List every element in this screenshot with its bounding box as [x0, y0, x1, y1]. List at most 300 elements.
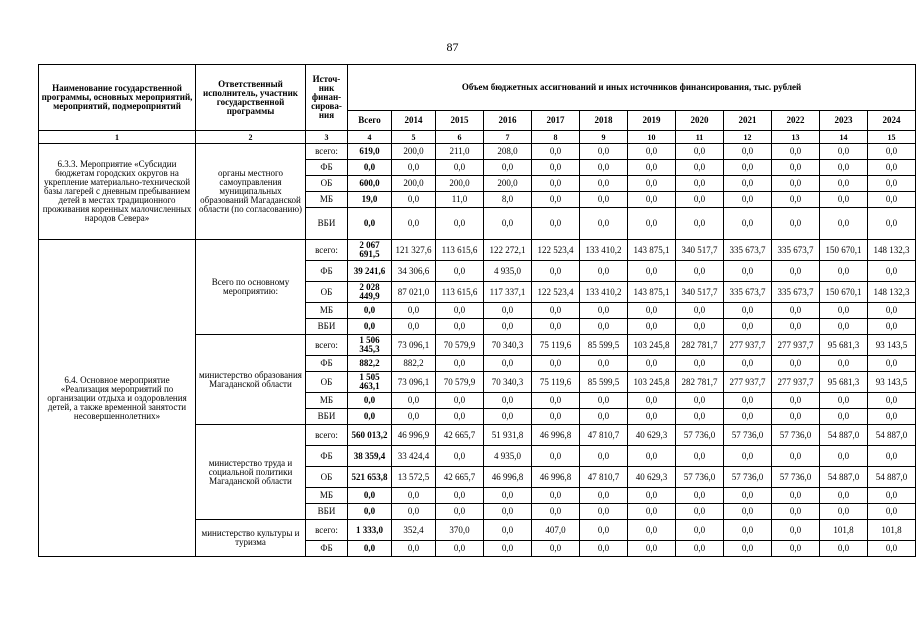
budget-table	[38, 64, 916, 557]
year-value: 0,0	[580, 393, 628, 409]
year-value: 0,0	[868, 319, 916, 335]
total-value: 19,0	[348, 192, 392, 208]
executor-name: министерство образования Магаданской области	[196, 335, 306, 425]
year-value: 85 599,5	[580, 372, 628, 393]
year-value: 200,0	[436, 176, 484, 192]
column-number-row	[39, 131, 916, 144]
year-value: 0,0	[484, 303, 532, 319]
funding-source: ВБИ	[306, 504, 348, 520]
year-value: 0,0	[580, 520, 628, 541]
year-value: 0,0	[868, 488, 916, 504]
total-value: 39 241,6	[348, 261, 392, 282]
column-number: 9	[580, 131, 628, 144]
year-value: 33 424,4	[392, 446, 436, 467]
header-year: 2020	[676, 111, 724, 131]
year-value: 0,0	[868, 208, 916, 240]
year-value: 0,0	[820, 356, 868, 372]
year-value: 0,0	[392, 409, 436, 425]
year-value: 0,0	[532, 208, 580, 240]
executor-name: Всего по основному мероприятию:	[196, 240, 306, 335]
year-value: 882,2	[392, 356, 436, 372]
year-value: 0,0	[772, 393, 820, 409]
year-value: 0,0	[676, 409, 724, 425]
year-value: 0,0	[772, 446, 820, 467]
year-value: 0,0	[628, 303, 676, 319]
year-value: 122 523,4	[532, 282, 580, 303]
year-value: 75 119,6	[532, 335, 580, 356]
year-value: 0,0	[868, 176, 916, 192]
year-value: 0,0	[580, 176, 628, 192]
funding-source: ВБИ	[306, 409, 348, 425]
year-value: 0,0	[676, 208, 724, 240]
year-value: 0,0	[484, 393, 532, 409]
year-value: 46 996,8	[532, 425, 580, 446]
header-year: 2023	[820, 111, 868, 131]
year-value: 0,0	[532, 356, 580, 372]
year-value: 150 670,1	[820, 240, 868, 261]
year-value: 0,0	[820, 488, 868, 504]
year-value: 40 629,3	[628, 467, 676, 488]
year-value: 0,0	[392, 504, 436, 520]
year-value: 335 673,7	[724, 282, 772, 303]
measure-name: 6.3.3. Мероприятие «Субсидии бюджетам городских округов на укрепление материально-технической базы лагерей с дневным пребыванием детей в местах традиционного проживания коренных малочисленных народов Севера»	[39, 144, 196, 240]
column-number: 5	[392, 131, 436, 144]
year-value: 34 306,6	[392, 261, 436, 282]
year-value: 0,0	[820, 261, 868, 282]
year-value: 150 670,1	[820, 282, 868, 303]
year-value: 0,0	[628, 261, 676, 282]
year-value: 0,0	[868, 303, 916, 319]
year-value: 117 337,1	[484, 282, 532, 303]
year-value: 200,0	[484, 176, 532, 192]
executor-name: органы местного самоуправления муниципальных образований Магаданской области (по согласованию)	[196, 144, 306, 240]
header-year: 2016	[484, 111, 532, 131]
year-value: 148 132,3	[868, 282, 916, 303]
year-value: 0,0	[580, 208, 628, 240]
year-value: 0,0	[436, 319, 484, 335]
total-value: 2 028 449,9	[348, 282, 392, 303]
year-value: 47 810,7	[580, 467, 628, 488]
year-value: 0,0	[676, 520, 724, 541]
column-number: 8	[532, 131, 580, 144]
total-value: 2 067 691,5	[348, 240, 392, 261]
year-value: 0,0	[676, 504, 724, 520]
header-year: 2019	[628, 111, 676, 131]
year-value: 8,0	[484, 192, 532, 208]
year-value: 0,0	[724, 504, 772, 520]
funding-source: МБ	[306, 192, 348, 208]
year-value: 0,0	[532, 144, 580, 160]
year-value: 0,0	[580, 192, 628, 208]
year-value: 0,0	[772, 504, 820, 520]
header-year: 2017	[532, 111, 580, 131]
column-number: 10	[628, 131, 676, 144]
year-value: 0,0	[724, 192, 772, 208]
header-year: 2014	[392, 111, 436, 131]
funding-source: МБ	[306, 393, 348, 409]
year-value: 57 736,0	[772, 425, 820, 446]
year-value: 200,0	[392, 176, 436, 192]
year-value: 0,0	[532, 504, 580, 520]
year-value: 0,0	[772, 208, 820, 240]
year-value: 122 272,1	[484, 240, 532, 261]
column-number: 7	[484, 131, 532, 144]
year-value: 73 096,1	[392, 335, 436, 356]
year-value: 0,0	[580, 356, 628, 372]
year-value: 0,0	[532, 303, 580, 319]
year-value: 4 935,0	[484, 446, 532, 467]
year-value: 0,0	[484, 541, 532, 557]
funding-source: ВБИ	[306, 319, 348, 335]
year-value: 0,0	[772, 192, 820, 208]
total-value: 619,0	[348, 144, 392, 160]
year-value: 0,0	[436, 541, 484, 557]
year-value: 0,0	[724, 144, 772, 160]
year-value: 87 021,0	[392, 282, 436, 303]
total-value: 560 013,2	[348, 425, 392, 446]
year-value: 0,0	[628, 393, 676, 409]
year-value: 0,0	[532, 446, 580, 467]
year-value: 0,0	[772, 160, 820, 176]
funding-source: МБ	[306, 303, 348, 319]
year-value: 277 937,7	[724, 372, 772, 393]
year-value: 54 887,0	[868, 425, 916, 446]
year-value: 0,0	[820, 446, 868, 467]
year-value: 0,0	[772, 261, 820, 282]
year-value: 0,0	[484, 504, 532, 520]
year-value: 277 937,7	[724, 335, 772, 356]
year-value: 0,0	[436, 488, 484, 504]
year-value: 75 119,6	[532, 372, 580, 393]
year-value: 46 996,9	[392, 425, 436, 446]
year-value: 148 132,3	[868, 240, 916, 261]
total-value: 1 505 463,1	[348, 372, 392, 393]
year-value: 95 681,3	[820, 372, 868, 393]
year-value: 0,0	[628, 160, 676, 176]
year-value: 40 629,3	[628, 425, 676, 446]
year-value: 0,0	[820, 303, 868, 319]
year-value: 0,0	[532, 192, 580, 208]
total-value: 882,2	[348, 356, 392, 372]
year-value: 0,0	[436, 208, 484, 240]
year-value: 0,0	[484, 356, 532, 372]
year-value: 335 673,7	[772, 282, 820, 303]
year-value: 0,0	[628, 319, 676, 335]
year-value: 73 096,1	[392, 372, 436, 393]
year-value: 0,0	[436, 356, 484, 372]
year-value: 70 579,9	[436, 372, 484, 393]
year-value: 0,0	[628, 192, 676, 208]
year-value: 46 996,8	[484, 467, 532, 488]
funding-source: ФБ	[306, 356, 348, 372]
year-value: 0,0	[724, 488, 772, 504]
funding-source: ФБ	[306, 541, 348, 557]
header-executor: Ответственный исполнитель, участник государственной программы	[196, 65, 306, 131]
funding-source: ФБ	[306, 446, 348, 467]
year-value: 42 665,7	[436, 467, 484, 488]
column-number: 15	[868, 131, 916, 144]
year-value: 0,0	[676, 176, 724, 192]
header-name: Наименование государственной программы, основных мероприятий, мероприятий, подмероприятий	[39, 65, 196, 131]
executor-name: министерство труда и социальной политики Магаданской области	[196, 425, 306, 520]
year-value: 95 681,3	[820, 335, 868, 356]
year-value: 0,0	[392, 192, 436, 208]
total-value: 0,0	[348, 409, 392, 425]
column-number: 1	[39, 131, 196, 144]
total-value: 600,0	[348, 176, 392, 192]
header-year: 2021	[724, 111, 772, 131]
year-value: 0,0	[820, 393, 868, 409]
year-value: 0,0	[676, 488, 724, 504]
year-value: 0,0	[484, 160, 532, 176]
year-value: 0,0	[772, 303, 820, 319]
year-value: 57 736,0	[724, 467, 772, 488]
executor-name: министерство культуры и туризма	[196, 520, 306, 557]
funding-source: МБ	[306, 488, 348, 504]
year-value: 113 615,6	[436, 282, 484, 303]
year-value: 0,0	[868, 144, 916, 160]
year-value: 0,0	[772, 541, 820, 557]
year-value: 0,0	[772, 520, 820, 541]
column-number: 14	[820, 131, 868, 144]
total-value: 0,0	[348, 488, 392, 504]
year-value: 0,0	[724, 176, 772, 192]
year-value: 0,0	[772, 356, 820, 372]
year-value: 143 875,1	[628, 240, 676, 261]
total-value: 1 506 345,3	[348, 335, 392, 356]
year-value: 0,0	[392, 488, 436, 504]
year-value: 57 736,0	[724, 425, 772, 446]
year-value: 0,0	[484, 208, 532, 240]
total-value: 0,0	[348, 160, 392, 176]
year-value: 0,0	[628, 356, 676, 372]
year-value: 0,0	[532, 176, 580, 192]
year-value: 0,0	[820, 144, 868, 160]
year-value: 0,0	[724, 356, 772, 372]
year-value: 0,0	[676, 261, 724, 282]
year-value: 0,0	[820, 192, 868, 208]
year-value: 0,0	[580, 541, 628, 557]
year-value: 0,0	[580, 160, 628, 176]
year-value: 0,0	[868, 356, 916, 372]
year-value: 0,0	[436, 160, 484, 176]
column-number: 4	[348, 131, 392, 144]
year-value: 0,0	[820, 160, 868, 176]
total-value: 0,0	[348, 303, 392, 319]
year-value: 0,0	[580, 144, 628, 160]
year-value: 70 340,3	[484, 372, 532, 393]
year-value: 0,0	[676, 446, 724, 467]
year-value: 0,0	[392, 319, 436, 335]
year-value: 0,0	[628, 446, 676, 467]
year-value: 0,0	[676, 319, 724, 335]
funding-source: всего:	[306, 425, 348, 446]
year-value: 0,0	[628, 504, 676, 520]
year-value: 0,0	[580, 488, 628, 504]
funding-source: всего:	[306, 520, 348, 541]
table-body	[39, 144, 916, 557]
funding-source: ОБ	[306, 467, 348, 488]
year-value: 54 887,0	[820, 425, 868, 446]
year-value: 0,0	[392, 303, 436, 319]
year-value: 4 935,0	[484, 261, 532, 282]
year-value: 0,0	[820, 541, 868, 557]
page-number: 87	[446, 40, 459, 54]
year-value: 143 875,1	[628, 282, 676, 303]
year-value: 0,0	[772, 176, 820, 192]
total-value: 521 653,8	[348, 467, 392, 488]
year-value: 0,0	[436, 261, 484, 282]
year-value: 103 245,8	[628, 335, 676, 356]
total-value: 38 359,4	[348, 446, 392, 467]
year-value: 13 572,5	[392, 467, 436, 488]
year-value: 0,0	[772, 319, 820, 335]
year-value: 0,0	[868, 160, 916, 176]
year-value: 0,0	[580, 446, 628, 467]
year-value: 0,0	[392, 541, 436, 557]
year-value: 0,0	[392, 160, 436, 176]
year-value: 0,0	[676, 393, 724, 409]
year-value: 0,0	[628, 208, 676, 240]
year-value: 47 810,7	[580, 425, 628, 446]
column-number: 11	[676, 131, 724, 144]
measure-name: 6.4. Основное мероприятие «Реализация мероприятий по организации отдыха и оздоровления детей, а также временной занятости несовершеннолетних»	[39, 240, 196, 557]
year-value: 0,0	[436, 409, 484, 425]
year-value: 103 245,8	[628, 372, 676, 393]
year-value: 42 665,7	[436, 425, 484, 446]
total-value: 0,0	[348, 504, 392, 520]
year-value: 0,0	[532, 160, 580, 176]
year-value: 0,0	[484, 409, 532, 425]
year-value: 0,0	[484, 319, 532, 335]
year-value: 0,0	[772, 488, 820, 504]
year-value: 0,0	[436, 504, 484, 520]
year-value: 57 736,0	[772, 467, 820, 488]
year-value: 0,0	[868, 504, 916, 520]
year-value: 0,0	[724, 160, 772, 176]
year-value: 0,0	[628, 488, 676, 504]
year-value: 133 410,2	[580, 282, 628, 303]
year-value: 0,0	[436, 303, 484, 319]
year-value: 0,0	[676, 541, 724, 557]
year-value: 340 517,7	[676, 240, 724, 261]
year-value: 0,0	[532, 488, 580, 504]
year-value: 85 599,5	[580, 335, 628, 356]
header-source: Источ-ник финан-сирова-ния	[306, 65, 348, 131]
funding-source: ОБ	[306, 372, 348, 393]
header-year: 2022	[772, 111, 820, 131]
total-value: 0,0	[348, 319, 392, 335]
table-row	[39, 240, 916, 261]
header-year: 2015	[436, 111, 484, 131]
table-header	[39, 65, 916, 144]
total-value: 1 333,0	[348, 520, 392, 541]
year-value: 0,0	[676, 356, 724, 372]
year-value: 0,0	[724, 319, 772, 335]
column-number: 2	[196, 131, 306, 144]
header-year: 2018	[580, 111, 628, 131]
year-value: 101,8	[820, 520, 868, 541]
year-value: 0,0	[628, 520, 676, 541]
year-value: 0,0	[580, 319, 628, 335]
year-value: 0,0	[676, 144, 724, 160]
year-value: 0,0	[436, 446, 484, 467]
year-value: 51 931,8	[484, 425, 532, 446]
year-value: 0,0	[532, 541, 580, 557]
year-value: 122 523,4	[532, 240, 580, 261]
year-value: 0,0	[868, 192, 916, 208]
year-value: 0,0	[436, 393, 484, 409]
header-year: 2024	[868, 111, 916, 131]
year-value: 57 736,0	[676, 467, 724, 488]
total-value: 0,0	[348, 208, 392, 240]
year-value: 200,0	[392, 144, 436, 160]
year-value: 0,0	[724, 208, 772, 240]
year-value: 0,0	[532, 319, 580, 335]
funding-source: ОБ	[306, 282, 348, 303]
year-value: 54 887,0	[868, 467, 916, 488]
year-value: 0,0	[580, 303, 628, 319]
year-value: 0,0	[820, 504, 868, 520]
column-number: 13	[772, 131, 820, 144]
year-value: 54 887,0	[820, 467, 868, 488]
year-value: 0,0	[484, 520, 532, 541]
year-value: 0,0	[820, 409, 868, 425]
year-value: 208,0	[484, 144, 532, 160]
year-value: 0,0	[580, 504, 628, 520]
year-value: 0,0	[724, 409, 772, 425]
year-value: 0,0	[868, 393, 916, 409]
funding-source: ФБ	[306, 160, 348, 176]
year-value: 0,0	[724, 541, 772, 557]
year-value: 0,0	[676, 192, 724, 208]
header-budget-span: Объем бюджетных ассигнований и иных источников финансирования, тыс. рублей	[348, 65, 916, 111]
year-value: 370,0	[436, 520, 484, 541]
year-value: 0,0	[628, 144, 676, 160]
funding-source: всего:	[306, 240, 348, 261]
year-value: 0,0	[532, 393, 580, 409]
year-value: 0,0	[532, 409, 580, 425]
year-value: 0,0	[724, 303, 772, 319]
funding-source: всего:	[306, 335, 348, 356]
year-value: 0,0	[868, 446, 916, 467]
year-value: 352,4	[392, 520, 436, 541]
year-value: 0,0	[724, 393, 772, 409]
year-value: 407,0	[532, 520, 580, 541]
year-value: 93 143,5	[868, 335, 916, 356]
year-value: 0,0	[820, 208, 868, 240]
year-value: 0,0	[772, 144, 820, 160]
year-value: 211,0	[436, 144, 484, 160]
year-value: 0,0	[628, 541, 676, 557]
year-value: 46 996,8	[532, 467, 580, 488]
year-value: 70 579,9	[436, 335, 484, 356]
funding-source: всего:	[306, 144, 348, 160]
year-value: 0,0	[392, 393, 436, 409]
year-value: 0,0	[676, 160, 724, 176]
funding-source: ФБ	[306, 261, 348, 282]
year-value: 0,0	[724, 261, 772, 282]
year-value: 0,0	[628, 176, 676, 192]
year-value: 101,8	[868, 520, 916, 541]
year-value: 335 673,7	[772, 240, 820, 261]
year-value: 0,0	[724, 446, 772, 467]
year-value: 0,0	[868, 261, 916, 282]
year-value: 282 781,7	[676, 372, 724, 393]
header-total: Всего	[348, 111, 392, 131]
year-value: 11,0	[436, 192, 484, 208]
table-row	[39, 144, 916, 160]
